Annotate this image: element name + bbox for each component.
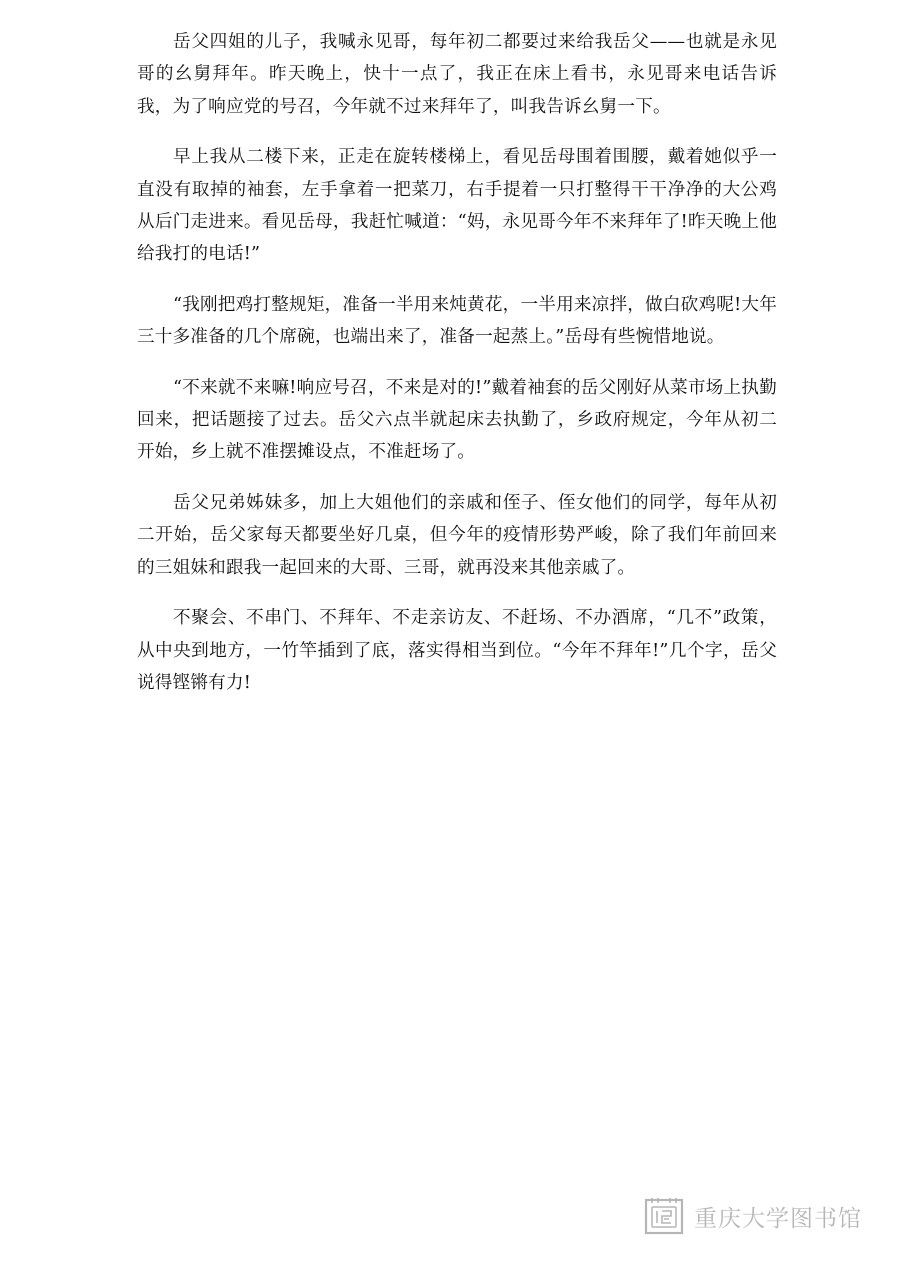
library-name: 重庆大学图书馆 (694, 1205, 862, 1232)
paragraph-2: 早上我从二楼下来，正走在旋转楼梯上，看见岳母围着围腰，戴着她似乎一直没有取掉的袖套，左手拿着一把菜刀，右手提着一只打整得干干净净的大公鸡从后门走进来。看见岳母，我赶忙喊道：“妈，永见哥今年不来拜年了!昨天晚上他给我打的电话!” (137, 147, 777, 265)
paragraph-6: 不聚会、不串门、不拜年、不走亲访友、不赶场、不办酒席，“几不”政策，从中央到地方，一竹竿插到了底，落实得相当到位。“今年不拜年!”几个字，岳父说得铿锵有力! (137, 608, 777, 693)
paragraph-1: 岳父四姐的儿子，我喊永见哥，每年初二都要过来给我岳父——也就是永见哥的幺舅拜年。昨天晚上，快十一点了，我正在床上看书，永见哥来电话告诉我，为了响应党的号召，今年就不过来拜年了，叫我告诉幺舅一下。 (137, 32, 777, 117)
paragraph-4: “不来就不来嘛!响应号召，不来是对的!”戴着袖套的岳父刚好从菜市场上执勤回来，把话题接了过去。岳父六点半就起床去执勤了，乡政府规定，今年从初二开始，乡上就不准摆摊设点，不准赶场了。 (137, 377, 777, 463)
article-body (137, 26, 777, 717)
paragraph-5: 岳父兄弟姊妹多，加上大姐他们的亲戚和侄子、侄女他们的同学，每年从初二开始，岳父家每天都要坐好几桌，但今年的疫情形势严峻，除了我们年前回来的三姐妹和跟我一起回来的大哥、三哥，就再没来其他亲戚了。 (137, 492, 777, 578)
paragraph-3: “我刚把鸡打整规矩，准备一半用来炖黄花，一半用来凉拌，做白砍鸡呢!大年三十多准备的几个席碗，也端出来了，准备一起蒸上。”岳母有些惋惜地说。 (137, 294, 777, 348)
library-watermark (644, 1196, 862, 1236)
library-seal-icon (644, 1196, 684, 1236)
